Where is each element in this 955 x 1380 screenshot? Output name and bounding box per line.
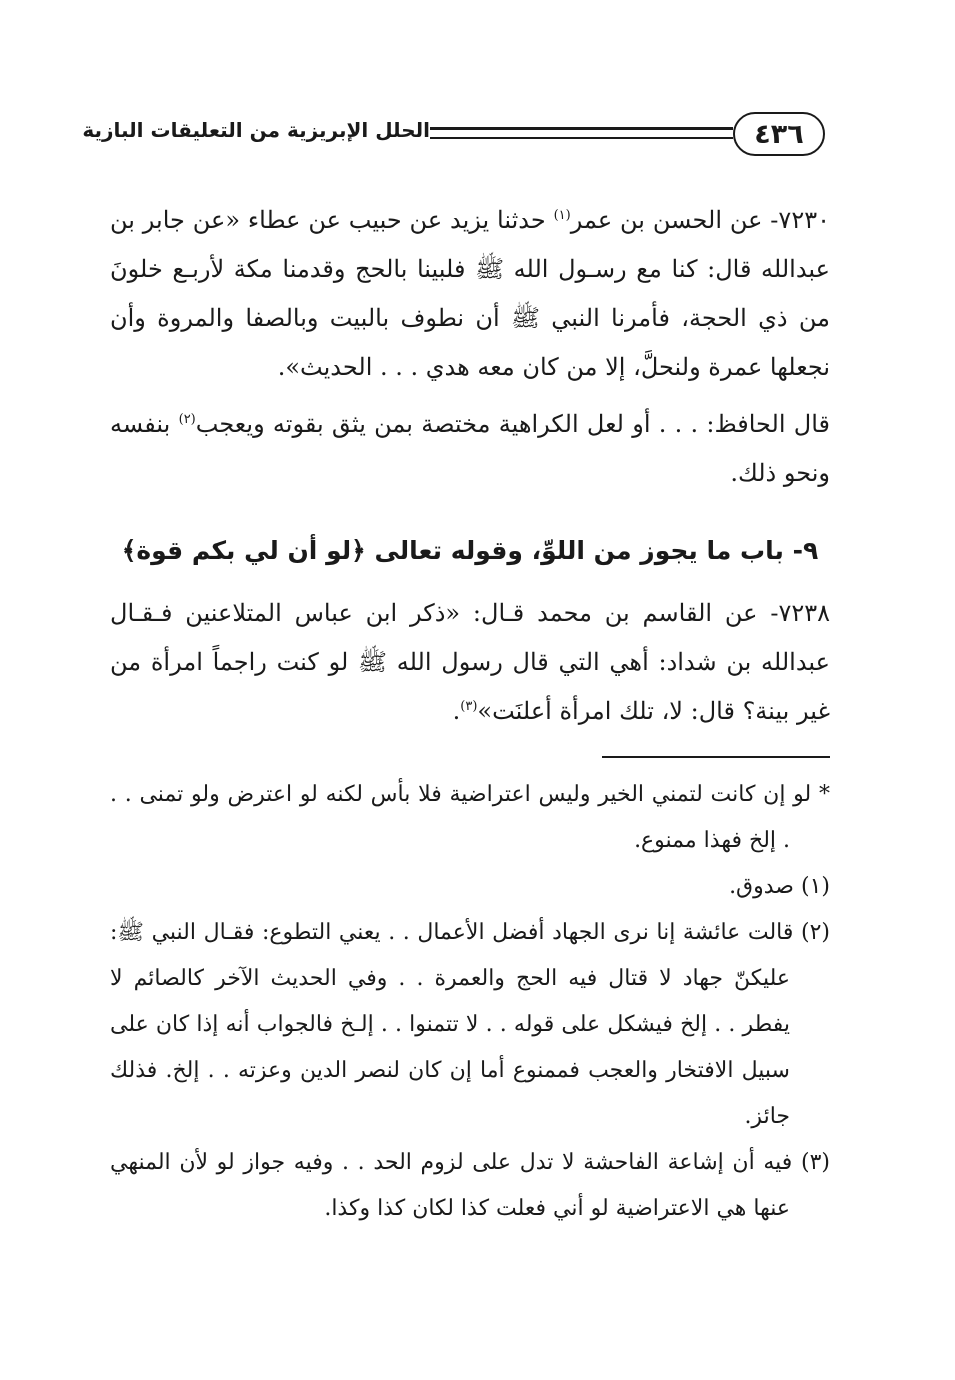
footnote-2 — [110, 910, 830, 1140]
page-number-text: ٤٣٦ — [754, 118, 804, 150]
footnote-marker: * — [819, 782, 830, 807]
footnote-text: صدوق. — [729, 874, 794, 899]
main-text — [110, 196, 830, 736]
hadith-7238 — [110, 589, 830, 736]
chapter-heading: ٩- باب ما يجوز من اللوِّ، وقوله تعالى ﴿لو أن لي بكم قوة﴾ — [121, 536, 819, 565]
header-double-rule — [430, 127, 733, 139]
footnote-ref-1: (١) — [553, 208, 571, 223]
footnote-3 — [110, 1140, 830, 1232]
hafiz-comment-pre: قال الحافظ: . . . أو لعل الكراهية مختصة بمن يثق بقوته ويعجب — [195, 410, 831, 438]
hadith-7238-post: . — [452, 697, 461, 725]
hafiz-comment — [110, 400, 830, 498]
footnote-text: لو إن كانت لتمني الخير وليس اعتراضية فلا بأس لكنه لو اعترض ولو تمنى . . . إلخ فهذا ممنوع. — [110, 782, 812, 853]
footnote-ref-3: (٣) — [460, 699, 478, 714]
running-title: الحلل الإبريزية من التعليقات البازية — [82, 118, 430, 142]
footnotes — [110, 772, 830, 1232]
footnote-marker: (٣) — [800, 1150, 830, 1175]
footnote-ref-2: (٢) — [178, 412, 196, 427]
page-header — [82, 112, 825, 160]
footnote-marker: (١) — [800, 874, 830, 899]
hadith-7230 — [110, 196, 830, 392]
page-number — [733, 112, 825, 156]
footnote-text: قالت عائشة إنا نرى الجهاد أفضل الأعمال . . يعني التطوع: فقـال النبي ﷺ: عليكنّ جهاد لا قتال فيه الحج والعمرة . . وفي الحديث الآخر كالصائم لا يفطر . . إلخ فيشكل على قوله . . لا تتمنوا . . إلـخ فالجواب أنه إذا كان على سبيل الافتخار والعجب فممنوع أما إن كان لنصر الدين وعزته . . إلخ. فذلك جائز. — [110, 920, 794, 1129]
hafiz-comment-post: بنفسه ونحو ذلك. — [110, 410, 830, 487]
footnote-1 — [110, 864, 830, 910]
hadith-7238-pre: ٧٢٣٨- عن القاسم بن محمد قـال: «ذكر ابن عباس المتلاعنين فـقـال عبدالله بن شداد: أهي التي قال رسول الله ﷺ لو كنت راجماً امرأة من غير بينة؟ قال: لا، تلك امرأة أعلنَت» — [110, 599, 831, 725]
hadith-7230-post: حدثنا يزيد عن حبيب عن عطاء «عن جابر بن عبدالله قال: كنا مع رسـول الله ﷺ فلبينا بالحج وقدمنا مكة لأربـع خلونَ من ذي الحجة، فأمرنا النبي ﷺ أن نطوف بالبيت وبالصفا والمروة وأن نجعلها عمرة ولنحلَّ، إلا من كان معه هدي . . . الحديث». — [110, 206, 830, 381]
hadith-7230-pre: ٧٢٣٠- عن الحسن بن عمر — [570, 206, 830, 234]
footnote-marker: (٢) — [801, 920, 831, 945]
footnote-text: فيه أن إشاعة الفاحشة لا تدل على لزوم الحد . . وفيه جواز لو لأن المنهي عنها هي الاعتراضية لو أني فعلت كذا لكان كذا وكذا. — [110, 1150, 793, 1221]
footnote-star — [110, 772, 830, 864]
footnote-separator — [602, 756, 830, 758]
